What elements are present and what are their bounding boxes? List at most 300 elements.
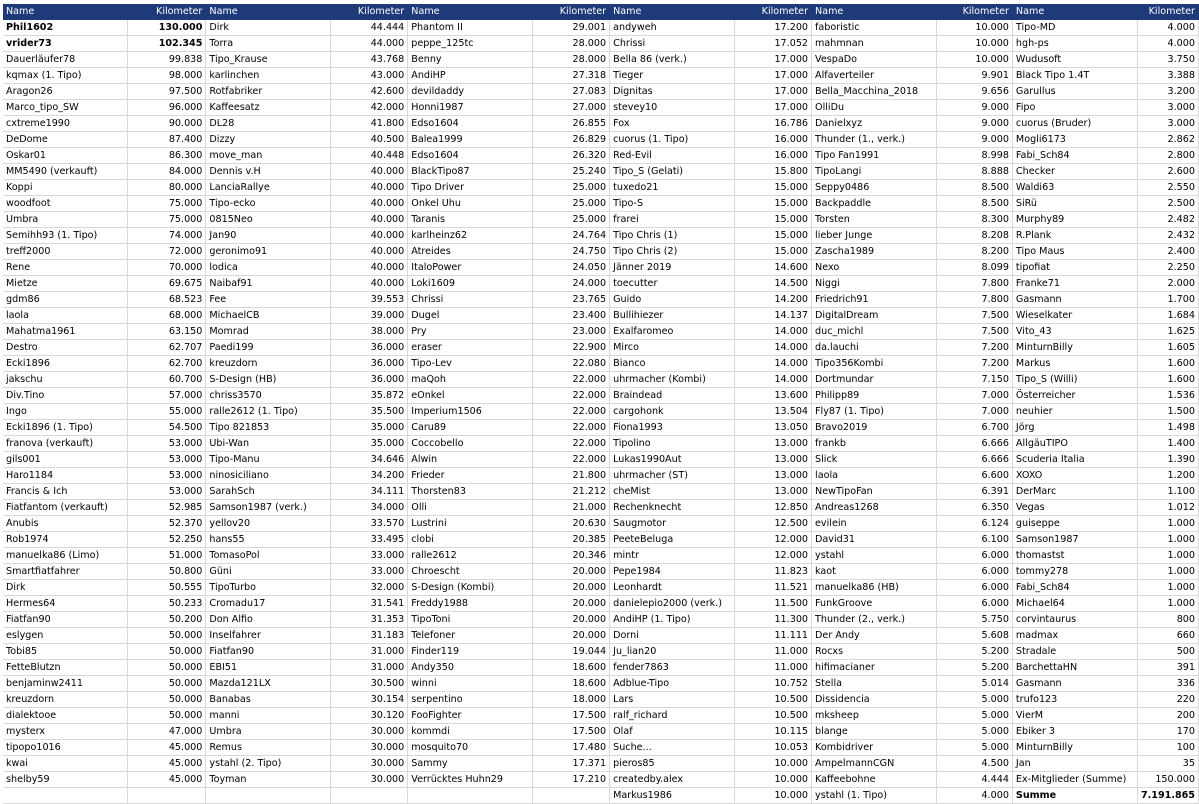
kilometer-cell[interactable]: 31.353	[331, 612, 408, 628]
kilometer-cell[interactable]: 2.482	[1137, 212, 1198, 228]
kilometer-cell[interactable]: 6.000	[936, 580, 1012, 596]
kilometer-cell[interactable]: 17.480	[533, 740, 610, 756]
name-cell[interactable]: ralle2612 (1. Tipo)	[206, 404, 331, 420]
kilometer-cell[interactable]: 40.000	[331, 260, 408, 276]
name-cell[interactable]: dialektooe	[3, 708, 128, 724]
name-cell[interactable]: Alwin	[408, 452, 533, 468]
name-cell[interactable]: Torra	[206, 36, 331, 52]
name-cell[interactable]: FetteBlutzn	[3, 660, 128, 676]
name-cell[interactable]: tuxedo21	[610, 180, 735, 196]
kilometer-cell[interactable]: 11.300	[735, 612, 812, 628]
name-cell[interactable]: AndiHP	[408, 68, 533, 84]
name-cell[interactable]: Jänner 2019	[610, 260, 735, 276]
kilometer-cell[interactable]: 20.000	[533, 596, 610, 612]
kilometer-cell[interactable]: 96.000	[128, 100, 206, 116]
kilometer-cell[interactable]: 47.000	[128, 724, 206, 740]
kilometer-cell[interactable]: 4.500	[936, 756, 1012, 772]
name-cell[interactable]: Freddy1988	[408, 596, 533, 612]
kilometer-cell[interactable]: 17.500	[533, 724, 610, 740]
kilometer-cell[interactable]: 24.000	[533, 276, 610, 292]
kilometer-cell[interactable]: 660	[1137, 628, 1198, 644]
name-cell[interactable]: Fipo	[1012, 100, 1137, 116]
name-cell[interactable]: AndiHP (1. Tipo)	[610, 612, 735, 628]
kilometer-cell[interactable]: 15.000	[735, 196, 812, 212]
kilometer-cell[interactable]: 1.700	[1137, 292, 1198, 308]
kilometer-cell[interactable]: 16.786	[735, 116, 812, 132]
name-cell[interactable]: ralf_richard	[610, 708, 735, 724]
header-name[interactable]: Name	[610, 4, 735, 20]
name-cell[interactable]: EBI51	[206, 660, 331, 676]
kilometer-cell[interactable]: 34.646	[331, 452, 408, 468]
name-cell[interactable]: OlliDu	[812, 100, 937, 116]
name-cell[interactable]: VierM	[1012, 708, 1137, 724]
kilometer-cell[interactable]: 62.700	[128, 356, 206, 372]
kilometer-cell[interactable]: 29.001	[533, 20, 610, 36]
kilometer-cell[interactable]: 50.000	[128, 692, 206, 708]
name-cell[interactable]: Tipo Chris (1)	[610, 228, 735, 244]
name-cell[interactable]: benjaminw2411	[3, 676, 128, 692]
kilometer-cell[interactable]: 52.985	[128, 500, 206, 516]
header-kilometer[interactable]: Kilometer	[128, 4, 206, 20]
name-cell[interactable]: Franke71	[1012, 276, 1137, 292]
name-cell[interactable]: createdby.alex	[610, 772, 735, 788]
name-cell[interactable]: Fiatfan90	[206, 644, 331, 660]
name-cell[interactable]: Andy350	[408, 660, 533, 676]
kilometer-cell[interactable]: 22.000	[533, 452, 610, 468]
kilometer-cell[interactable]: 45.000	[128, 772, 206, 788]
name-cell[interactable]: Fiatfan90	[3, 612, 128, 628]
name-cell[interactable]: DigitalDream	[812, 308, 937, 324]
kilometer-cell[interactable]: 1.012	[1137, 500, 1198, 516]
kilometer-cell[interactable]: 3.000	[1137, 100, 1198, 116]
kilometer-cell[interactable]: 5.000	[936, 724, 1012, 740]
name-cell[interactable]: Bianco	[610, 356, 735, 372]
kilometer-cell[interactable]: 3.388	[1137, 68, 1198, 84]
name-cell[interactable]: Jörg	[1012, 420, 1137, 436]
name-cell[interactable]: Wudusoft	[1012, 52, 1137, 68]
name-cell[interactable]	[206, 788, 331, 804]
name-cell[interactable]: Black Tipo 1.4T	[1012, 68, 1137, 84]
kilometer-cell[interactable]: 35.000	[331, 436, 408, 452]
kilometer-cell[interactable]: 19.044	[533, 644, 610, 660]
name-cell[interactable]: laola	[3, 308, 128, 324]
name-cell[interactable]: Bella 86 (verk.)	[610, 52, 735, 68]
kilometer-cell[interactable]: 63.150	[128, 324, 206, 340]
name-cell[interactable]: chriss3570	[206, 388, 331, 404]
kilometer-cell[interactable]: 22.080	[533, 356, 610, 372]
kilometer-cell[interactable]: 2.432	[1137, 228, 1198, 244]
name-cell[interactable]: Dugel	[408, 308, 533, 324]
name-cell[interactable]: SiRü	[1012, 196, 1137, 212]
kilometer-cell[interactable]: 14.600	[735, 260, 812, 276]
name-cell[interactable]: Mazda121LX	[206, 676, 331, 692]
name-cell[interactable]: Tieger	[610, 68, 735, 84]
kilometer-cell[interactable]: 1.390	[1137, 452, 1198, 468]
name-cell[interactable]: Benny	[408, 52, 533, 68]
name-cell[interactable]: Dignitas	[610, 84, 735, 100]
name-cell[interactable]: tommy278	[1012, 564, 1137, 580]
kilometer-cell[interactable]: 35.500	[331, 404, 408, 420]
name-cell[interactable]: Fiona1993	[610, 420, 735, 436]
kilometer-cell[interactable]: 43.000	[331, 68, 408, 84]
name-cell[interactable]: Tipo_S (Willi)	[1012, 372, 1137, 388]
kilometer-cell[interactable]	[533, 788, 610, 804]
kilometer-cell[interactable]: 6.000	[936, 564, 1012, 580]
kilometer-cell[interactable]: 22.000	[533, 436, 610, 452]
name-cell[interactable]: treff2000	[3, 244, 128, 260]
kilometer-cell[interactable]: 6.700	[936, 420, 1012, 436]
kilometer-cell[interactable]: 53.000	[128, 468, 206, 484]
name-cell[interactable]: Markus1986	[610, 788, 735, 804]
header-name[interactable]: Name	[3, 4, 128, 20]
name-cell[interactable]: Francis & Ich	[3, 484, 128, 500]
kilometer-cell[interactable]: 7.800	[936, 292, 1012, 308]
kilometer-cell[interactable]: 17.000	[735, 68, 812, 84]
name-cell[interactable]: Tipo-Manu	[206, 452, 331, 468]
kilometer-cell[interactable]: 8.500	[936, 196, 1012, 212]
kilometer-cell[interactable]: 28.000	[533, 52, 610, 68]
header-kilometer[interactable]: Kilometer	[735, 4, 812, 20]
name-cell[interactable]: Verrücktes Huhn29	[408, 772, 533, 788]
kilometer-cell[interactable]: 2.800	[1137, 148, 1198, 164]
name-cell[interactable]: Tobi85	[3, 644, 128, 660]
name-cell[interactable]: tipopo1016	[3, 740, 128, 756]
name-cell[interactable]: Tipo_S (Gelati)	[610, 164, 735, 180]
name-cell[interactable]: AllgäuTIPO	[1012, 436, 1137, 452]
kilometer-cell[interactable]: 30.500	[331, 676, 408, 692]
kilometer-cell[interactable]: 50.000	[128, 676, 206, 692]
name-cell[interactable]: tipofiat	[1012, 260, 1137, 276]
kilometer-cell[interactable]: 12.000	[735, 532, 812, 548]
kilometer-cell[interactable]: 40.000	[331, 196, 408, 212]
kilometer-cell[interactable]: 18.600	[533, 660, 610, 676]
name-cell[interactable]: ItaloPower	[408, 260, 533, 276]
kilometer-cell[interactable]: 39.553	[331, 292, 408, 308]
kilometer-cell[interactable]: 23.765	[533, 292, 610, 308]
kilometer-cell[interactable]: 13.000	[735, 436, 812, 452]
kilometer-cell[interactable]: 18.000	[533, 692, 610, 708]
kilometer-cell[interactable]: 1.600	[1137, 372, 1198, 388]
kilometer-cell[interactable]: 40.000	[331, 212, 408, 228]
name-cell[interactable]: Andreas1268	[812, 500, 937, 516]
kilometer-cell[interactable]: 40.500	[331, 132, 408, 148]
name-cell[interactable]: Fly87 (1. Tipo)	[812, 404, 937, 420]
kilometer-cell[interactable]: 5.000	[936, 740, 1012, 756]
kilometer-cell[interactable]: 90.000	[128, 116, 206, 132]
name-cell[interactable]: Lustrini	[408, 516, 533, 532]
name-cell[interactable]: Dorni	[610, 628, 735, 644]
name-cell[interactable]: lieber Junge	[812, 228, 937, 244]
header-name[interactable]: Name	[812, 4, 937, 20]
kilometer-cell[interactable]: 2.000	[1137, 276, 1198, 292]
kilometer-cell[interactable]: 31.183	[331, 628, 408, 644]
name-cell[interactable]: AmpelmannCGN	[812, 756, 937, 772]
name-cell[interactable]: guiseppe	[1012, 516, 1137, 532]
kilometer-cell[interactable]: 39.000	[331, 308, 408, 324]
kilometer-cell[interactable]: 8.998	[936, 148, 1012, 164]
kilometer-cell[interactable]: 8.200	[936, 244, 1012, 260]
kilometer-cell[interactable]: 20.000	[533, 580, 610, 596]
name-cell[interactable]: neuhier	[1012, 404, 1137, 420]
name-cell[interactable]: Umbra	[206, 724, 331, 740]
name-cell[interactable]: blange	[812, 724, 937, 740]
kilometer-cell[interactable]: 84.000	[128, 164, 206, 180]
kilometer-cell[interactable]: 4.000	[1137, 36, 1198, 52]
kilometer-cell[interactable]: 41.800	[331, 116, 408, 132]
name-cell[interactable]: Dauerläufer78	[3, 52, 128, 68]
kilometer-cell[interactable]: 5.750	[936, 612, 1012, 628]
kilometer-cell[interactable]: 22.000	[533, 420, 610, 436]
kilometer-cell[interactable]: 36.000	[331, 356, 408, 372]
name-cell[interactable]: Tipo_Krause	[206, 52, 331, 68]
name-cell[interactable]: evilein	[812, 516, 937, 532]
kilometer-cell[interactable]: 10.500	[735, 692, 812, 708]
kilometer-cell[interactable]: 5.000	[936, 692, 1012, 708]
name-cell[interactable]: mosquito70	[408, 740, 533, 756]
name-cell[interactable]: Tipo Driver	[408, 180, 533, 196]
kilometer-cell[interactable]: 1.100	[1137, 484, 1198, 500]
kilometer-cell[interactable]: 25.000	[533, 196, 610, 212]
kilometer-cell[interactable]: 22.000	[533, 372, 610, 388]
name-cell[interactable]: Semihh93 (1. Tipo)	[3, 228, 128, 244]
kilometer-cell[interactable]: 30.000	[331, 772, 408, 788]
kilometer-cell[interactable]: 52.370	[128, 516, 206, 532]
kilometer-cell[interactable]: 33.000	[331, 548, 408, 564]
name-cell[interactable]: BlackTipo87	[408, 164, 533, 180]
name-cell[interactable]: PeeteBeluga	[610, 532, 735, 548]
name-cell[interactable]: Aragon26	[3, 84, 128, 100]
name-cell[interactable]: BarchettaHN	[1012, 660, 1137, 676]
name-cell[interactable]: kreuzdorn	[3, 692, 128, 708]
name-cell[interactable]: Mogli6173	[1012, 132, 1137, 148]
name-cell[interactable]: karlheinz62	[408, 228, 533, 244]
kilometer-cell[interactable]: 87.400	[128, 132, 206, 148]
kilometer-cell[interactable]: 53.000	[128, 436, 206, 452]
header-name[interactable]: Name	[1012, 4, 1137, 20]
name-cell[interactable]: MichaelCB	[206, 308, 331, 324]
kilometer-cell[interactable]: 13.050	[735, 420, 812, 436]
kilometer-cell[interactable]: 9.000	[936, 116, 1012, 132]
name-cell[interactable]: lodica	[206, 260, 331, 276]
kilometer-cell[interactable]: 1.000	[1137, 596, 1198, 612]
kilometer-cell[interactable]: 42.600	[331, 84, 408, 100]
name-cell[interactable]: Naibaf91	[206, 276, 331, 292]
kilometer-cell[interactable]: 1.200	[1137, 468, 1198, 484]
kilometer-cell[interactable]: 10.115	[735, 724, 812, 740]
kilometer-cell[interactable]: 7.500	[936, 324, 1012, 340]
kilometer-cell[interactable]: 20.630	[533, 516, 610, 532]
name-cell[interactable]: Toyman	[206, 772, 331, 788]
name-cell[interactable]: Mietze	[3, 276, 128, 292]
kilometer-cell[interactable]: 8.300	[936, 212, 1012, 228]
name-cell[interactable]: Onkel Uhu	[408, 196, 533, 212]
kilometer-cell[interactable]: 31.000	[331, 660, 408, 676]
kilometer-cell[interactable]: 36.000	[331, 340, 408, 356]
name-cell[interactable]: cargohonk	[610, 404, 735, 420]
name-cell[interactable]: peppe_125tc	[408, 36, 533, 52]
name-cell[interactable]: Saugmotor	[610, 516, 735, 532]
name-cell[interactable]: Ecki1896	[3, 356, 128, 372]
name-cell[interactable]: Fabi_Sch84	[1012, 580, 1137, 596]
kilometer-cell[interactable]: 24.050	[533, 260, 610, 276]
name-cell[interactable]: trufo123	[1012, 692, 1137, 708]
kilometer-cell[interactable]: 15.000	[735, 180, 812, 196]
name-cell[interactable]: Vegas	[1012, 500, 1137, 516]
name-cell[interactable]: kommdi	[408, 724, 533, 740]
name-cell[interactable]: Lars	[610, 692, 735, 708]
header-name[interactable]: Name	[408, 4, 533, 20]
kilometer-cell[interactable]: 2.500	[1137, 196, 1198, 212]
kilometer-cell[interactable]: 30.000	[331, 724, 408, 740]
kilometer-cell[interactable]: 34.000	[331, 500, 408, 516]
name-cell[interactable]: frarei	[610, 212, 735, 228]
kilometer-cell[interactable]: 13.504	[735, 404, 812, 420]
kilometer-cell[interactable]: 69.675	[128, 276, 206, 292]
name-cell[interactable]: Tipo Maus	[1012, 244, 1137, 260]
name-cell[interactable]: XOXO	[1012, 468, 1137, 484]
name-cell[interactable]: David31	[812, 532, 937, 548]
kilometer-cell[interactable]: 12.500	[735, 516, 812, 532]
name-cell[interactable]: Hermes64	[3, 596, 128, 612]
name-cell[interactable]: Edso1604	[408, 116, 533, 132]
kilometer-cell[interactable]: 25.000	[533, 180, 610, 196]
name-cell[interactable]: Fabi_Sch84	[1012, 148, 1137, 164]
kilometer-cell[interactable]: 27.083	[533, 84, 610, 100]
kilometer-cell[interactable]: 11.000	[735, 660, 812, 676]
name-cell[interactable]: corvintaurus	[1012, 612, 1137, 628]
name-cell[interactable]: Umbra	[3, 212, 128, 228]
kilometer-cell[interactable]: 22.900	[533, 340, 610, 356]
name-cell[interactable]: Caru89	[408, 420, 533, 436]
name-cell[interactable]: TipoTurbo	[206, 580, 331, 596]
kilometer-cell[interactable]: 17.000	[735, 52, 812, 68]
name-cell[interactable]: Ecki1896 (1. Tipo)	[3, 420, 128, 436]
kilometer-cell[interactable]: 50.233	[128, 596, 206, 612]
name-cell[interactable]: Dirk	[206, 20, 331, 36]
name-cell[interactable]: laola	[812, 468, 937, 484]
name-cell[interactable]: TipoLangi	[812, 164, 937, 180]
kilometer-cell[interactable]: 8.208	[936, 228, 1012, 244]
kilometer-cell[interactable]: 28.000	[533, 36, 610, 52]
name-cell[interactable]: Niggi	[812, 276, 937, 292]
kilometer-cell[interactable]: 44.000	[331, 36, 408, 52]
kilometer-cell[interactable]: 5.200	[936, 644, 1012, 660]
kilometer-cell[interactable]: 55.000	[128, 404, 206, 420]
name-cell[interactable]: mysterx	[3, 724, 128, 740]
kilometer-cell[interactable]: 11.000	[735, 644, 812, 660]
kilometer-cell[interactable]: 17.371	[533, 756, 610, 772]
name-cell[interactable]: Thunder (2., verk.)	[812, 612, 937, 628]
kilometer-cell[interactable]: 14.000	[735, 340, 812, 356]
kilometer-cell[interactable]: 14.000	[735, 356, 812, 372]
kilometer-cell[interactable]: 1.605	[1137, 340, 1198, 356]
name-cell[interactable]: Destro	[3, 340, 128, 356]
kilometer-cell[interactable]: 7.150	[936, 372, 1012, 388]
name-cell[interactable]: manni	[206, 708, 331, 724]
name-cell[interactable]: Dennis v.H	[206, 164, 331, 180]
name-cell[interactable]: eslygen	[3, 628, 128, 644]
kilometer-cell[interactable]: 10.000	[936, 20, 1012, 36]
name-cell[interactable]: da.lauchi	[812, 340, 937, 356]
name-cell[interactable]: Philipp89	[812, 388, 937, 404]
kilometer-cell[interactable]: 50.200	[128, 612, 206, 628]
kilometer-cell[interactable]: 8.500	[936, 180, 1012, 196]
kilometer-cell[interactable]: 7.800	[936, 276, 1012, 292]
name-cell[interactable]: faboristic	[812, 20, 937, 36]
name-cell[interactable]: Gasmann	[1012, 676, 1137, 692]
kilometer-cell[interactable]: 50.555	[128, 580, 206, 596]
name-cell[interactable]: uhrmacher (Kombi)	[610, 372, 735, 388]
name-cell[interactable]: ystahl	[812, 548, 937, 564]
name-cell[interactable]: Stella	[812, 676, 937, 692]
kilometer-cell[interactable]: 27.000	[533, 100, 610, 116]
kilometer-cell[interactable]: 62.707	[128, 340, 206, 356]
kilometer-cell[interactable]: 30.000	[331, 740, 408, 756]
kilometer-cell[interactable]: 6.000	[936, 596, 1012, 612]
name-cell[interactable]: Tipolino	[610, 436, 735, 452]
name-cell[interactable]: Markus	[1012, 356, 1137, 372]
kilometer-cell[interactable]: 16.000	[735, 148, 812, 164]
kilometer-cell[interactable]: 8.888	[936, 164, 1012, 180]
kilometer-cell[interactable]: 24.764	[533, 228, 610, 244]
name-cell[interactable]: Jan	[1012, 756, 1137, 772]
kilometer-cell[interactable]: 1.000	[1137, 532, 1198, 548]
name-cell[interactable]: Loki1609	[408, 276, 533, 292]
name-cell[interactable]: Suche...	[610, 740, 735, 756]
kilometer-cell[interactable]: 40.000	[331, 180, 408, 196]
kilometer-cell[interactable]: 70.000	[128, 260, 206, 276]
kilometer-cell[interactable]: 100	[1137, 740, 1198, 756]
name-cell[interactable]: Tipo Chris (2)	[610, 244, 735, 260]
name-cell[interactable]: Rocxs	[812, 644, 937, 660]
kilometer-cell[interactable]: 33.570	[331, 516, 408, 532]
name-cell[interactable]: Lukas1990Aut	[610, 452, 735, 468]
kilometer-cell[interactable]: 150.000	[1137, 772, 1198, 788]
name-cell[interactable]: eOnkel	[408, 388, 533, 404]
name-cell[interactable]: Don Alfio	[206, 612, 331, 628]
name-cell[interactable]: thomastst	[1012, 548, 1137, 564]
kilometer-cell[interactable]: 50.000	[128, 644, 206, 660]
name-cell[interactable]: Danielxyz	[812, 116, 937, 132]
kilometer-cell[interactable]: 7.000	[936, 404, 1012, 420]
name-cell[interactable]: DerMarc	[1012, 484, 1137, 500]
name-cell[interactable]: ystahl (1. Tipo)	[812, 788, 937, 804]
name-cell[interactable]: Stradale	[1012, 644, 1137, 660]
name-cell[interactable]: Honni1987	[408, 100, 533, 116]
kilometer-cell[interactable]: 25.240	[533, 164, 610, 180]
kilometer-cell[interactable]: 40.000	[331, 164, 408, 180]
kilometer-cell[interactable]: 6.124	[936, 516, 1012, 532]
kilometer-cell[interactable]: 14.500	[735, 276, 812, 292]
name-cell[interactable]: Murphy89	[1012, 212, 1137, 228]
kilometer-cell[interactable]: 36.000	[331, 372, 408, 388]
name-cell[interactable]: Tipo-Lev	[408, 356, 533, 372]
kilometer-cell[interactable]: 3.000	[1137, 116, 1198, 132]
kilometer-cell[interactable]: 21.212	[533, 484, 610, 500]
name-cell[interactable]: Scuderia Italia	[1012, 452, 1137, 468]
name-cell[interactable]: Ingo	[3, 404, 128, 420]
kilometer-cell[interactable]: 26.855	[533, 116, 610, 132]
name-cell[interactable]: maQoh	[408, 372, 533, 388]
name-cell[interactable]	[408, 788, 533, 804]
name-cell[interactable]: Phantom II	[408, 20, 533, 36]
name-cell[interactable]: mksheep	[812, 708, 937, 724]
kilometer-cell[interactable]: 17.000	[735, 100, 812, 116]
name-cell[interactable]: Banabas	[206, 692, 331, 708]
kilometer-cell[interactable]: 40.000	[331, 244, 408, 260]
name-cell[interactable]: franova (verkauft)	[3, 436, 128, 452]
name-cell[interactable]: Remus	[206, 740, 331, 756]
